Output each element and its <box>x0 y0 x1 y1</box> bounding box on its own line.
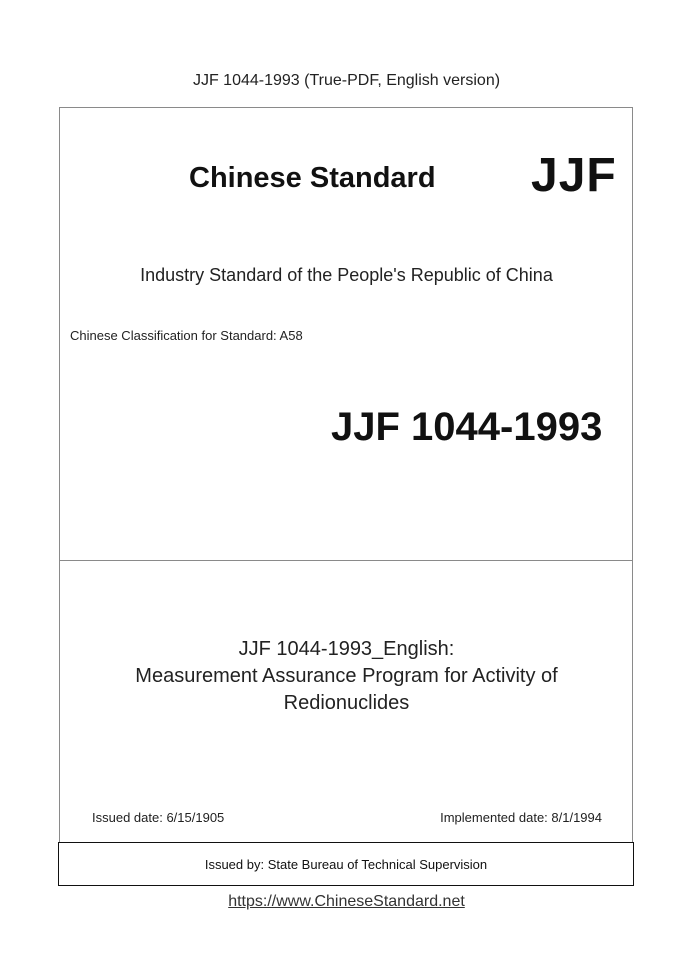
brand-name: Chinese Standard <box>189 162 436 194</box>
document-title-line-2: Measurement Assurance Program for Activity of <box>135 665 558 687</box>
implemented-date: Implemented date: 8/1/1994 <box>440 810 602 825</box>
standard-number: JJF 1044-1993 <box>331 405 603 449</box>
document-title-line-3: Redionuclides <box>283 692 410 714</box>
footer-website-link[interactable]: https://www.ChineseStandard.net <box>228 893 465 910</box>
document-title <box>0 636 693 717</box>
document-header-title: JJF 1044-1993 (True-PDF, English version) <box>192 72 501 89</box>
issuer-label: Issued by: State Bureau of Technical Supervision <box>204 856 488 872</box>
document-title-line-1: JJF 1044-1993_English: <box>238 638 455 660</box>
classification-label: Chinese Classification for Standard: A58 <box>70 328 303 343</box>
issuer-box <box>58 842 634 886</box>
industry-standard-label: Industry Standard of the People's Republic of China <box>140 265 553 285</box>
brand-code: JJF <box>531 149 617 202</box>
issued-date: Issued date: 6/15/1905 <box>92 810 225 825</box>
